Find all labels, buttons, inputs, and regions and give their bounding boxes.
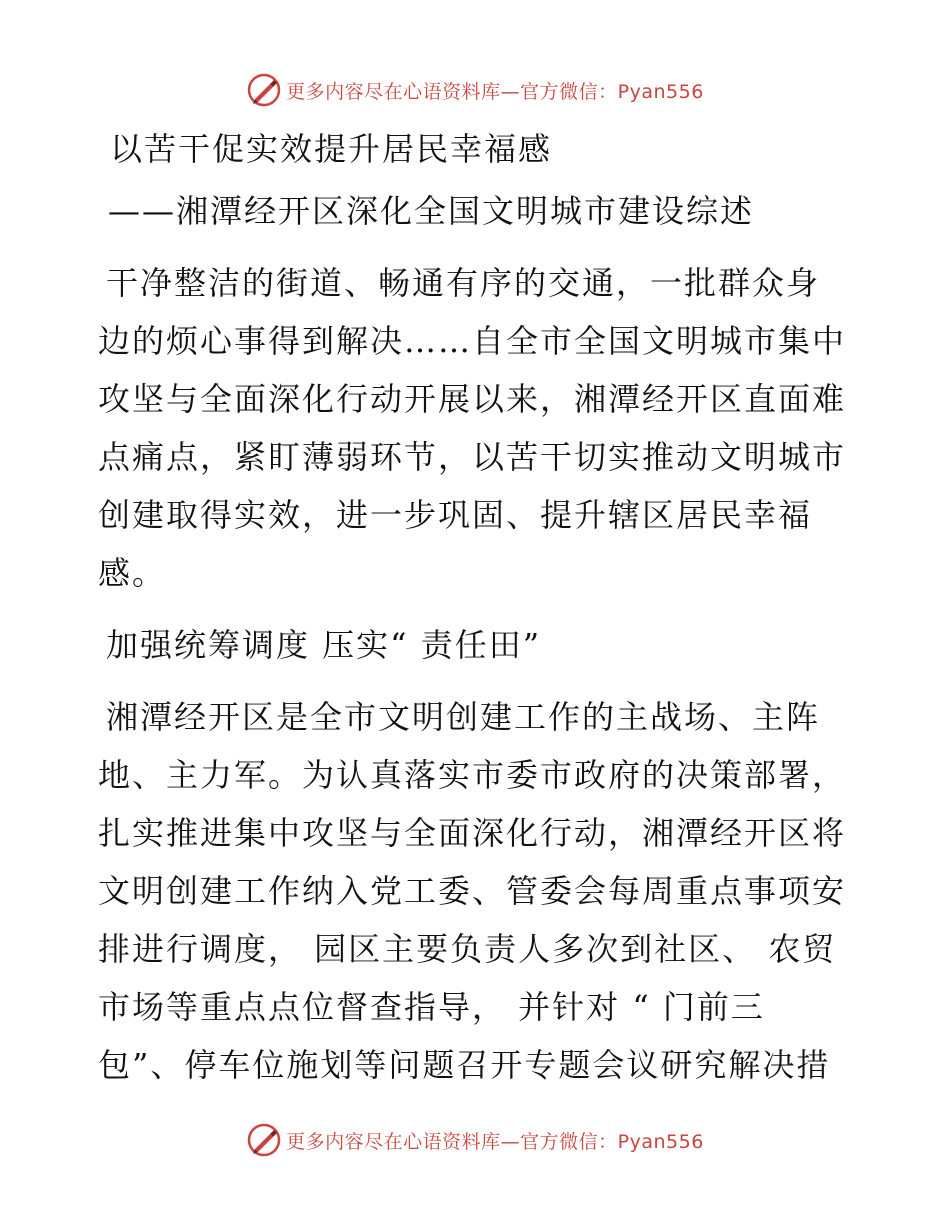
paragraph-1-continued (98, 312, 858, 602)
footer-banner (0, 1120, 950, 1160)
section-heading-wrap (98, 616, 858, 674)
pen-logo-icon (246, 1122, 282, 1158)
paragraph-line: 包”、停车位施划等问题召开专题会议研究解决措 (98, 1046, 831, 1084)
paragraph-line: 感。 (98, 554, 167, 592)
paragraph-line: 创建取得实效，进一步巩固、提升辖区居民幸福 (98, 496, 813, 534)
paragraph-line: 排进行调度， 园区主要负责人多次到社区、 农贸 (98, 930, 837, 968)
paragraph-line: 点痛点，紧盯薄弱环节，以苦干切实推动文明城市 (98, 438, 847, 476)
paragraph-line: 扎实推进集中攻坚与全面深化行动，湘潭经开区将 (98, 814, 847, 852)
header-banner (0, 70, 950, 110)
footer-banner-text: 更多内容尽在心语资料库—官方微信：Pyan556 (286, 1130, 704, 1153)
document-body (98, 120, 858, 1094)
paragraph-line: 地、主力军。为认真落实市委市政府的决策部署， (98, 756, 847, 794)
paragraph-line: 文明创建工作纳入党工委、管委会每周重点事项安 (98, 872, 847, 910)
paragraph-line: 湘潭经开区是全市文明创建工作的主战场、主阵 (106, 698, 821, 736)
header-banner-text: 更多内容尽在心语资料库—官方微信：Pyan556 (286, 80, 704, 103)
paragraph-2 (98, 688, 858, 746)
paragraph-2-continued (98, 746, 858, 1094)
article-subtitle: ——湘潭经开区深化全国文明城市建设综述 (108, 192, 755, 230)
paragraph-1 (98, 254, 858, 312)
paragraph-line: 市场等重点点位督查指导， 并针对 “ 门前三 (98, 988, 765, 1026)
pen-logo-icon (246, 72, 282, 108)
paragraph-line: 攻坚与全面深化行动开展以来，湘潭经开区直面难 (98, 380, 847, 418)
section-heading: 加强统筹调度 压实“ 责任田” (106, 626, 542, 664)
article-title: 以苦干促实效提升居民幸福感 (110, 130, 553, 168)
paragraph-line: 干净整洁的街道、畅通有序的交通，一批群众身 (106, 264, 821, 302)
paragraph-line: 边的烦心事得到解决……自全市全国文明城市集中 (98, 322, 847, 360)
